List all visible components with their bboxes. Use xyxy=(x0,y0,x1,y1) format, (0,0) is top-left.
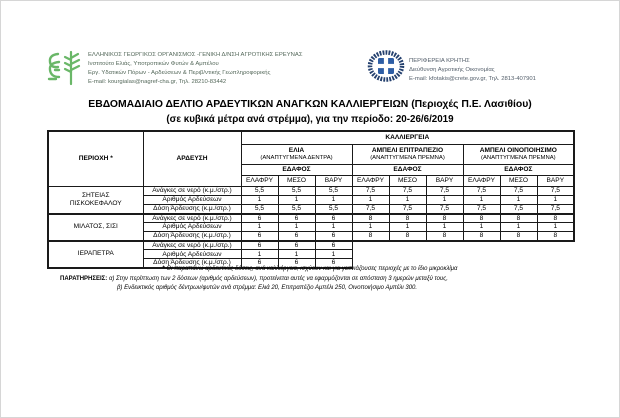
remark-b xyxy=(60,284,616,293)
value-cell: 6 xyxy=(278,232,315,241)
row-label-cell: Ανάγκες σε νερό (κ.μ./στρ.) xyxy=(143,241,241,250)
value-cell: 1 xyxy=(389,196,426,205)
remark-a-text: α) Στην περίπτωση των 2 δόσεων (αριθμός αρδεύσεων), προτείνεται αυτές να εφαρμόζονται σε απόσταση 3 ημερών μεταξύ τους, xyxy=(108,276,448,282)
value-cell: 6 xyxy=(241,232,278,241)
value-cell: 6 xyxy=(278,259,315,268)
remarks-label: ΠΑΡΑΤΗΡΗΣΕΙΣ: xyxy=(60,276,108,282)
value-cell: 8 xyxy=(426,214,463,223)
value-cell: 6 xyxy=(241,241,278,250)
goat-wheat-logo-icon xyxy=(45,48,83,91)
greek-republic-emblem-icon xyxy=(366,46,406,91)
org-line: E-mail: kourgialas@nagref-cha.gr, Τηλ. 28210-83442 xyxy=(88,78,227,85)
header-edafos: ΕΔΑΦΟΣ xyxy=(352,165,463,176)
empty-cell xyxy=(389,241,426,250)
value-cell: 7,5 xyxy=(389,205,426,214)
remarks-block xyxy=(60,275,616,294)
header-soil: ΜΕΣΟ xyxy=(389,176,426,187)
page-subtitle: (σε κυβικά μέτρα ανά στρέμμα), για την περίοδο: 20-26/6/2019 xyxy=(166,114,454,125)
header-soil: ΕΛΑΦΡΥ xyxy=(241,176,278,187)
value-cell: 1 xyxy=(426,223,463,232)
remark-b-text: β) Ενδεικτικός αριθμός δέντρων/φυτών ανά στρέμμα: Ελιά 20, Επιτραπέζιο Αμπέλι 250, Οινοποιήσιμο Αμπέλι 300. xyxy=(117,285,418,292)
value-cell: 8 xyxy=(426,232,463,241)
org-line: Εργ. Υδατικών Πόρων - Αρδεύσεων & Περιβ/ντικής Γεωπληροφορικής xyxy=(88,69,271,76)
value-cell: 1 xyxy=(389,223,426,232)
table-row xyxy=(48,214,574,223)
region-line: Διεύθυνση Αγροτικής Οικονομίας xyxy=(409,67,495,74)
header-perioxi: ΠΕΡΙΟΧΗ * xyxy=(48,131,143,187)
value-cell: 6 xyxy=(278,214,315,223)
value-cell: 1 xyxy=(537,196,574,205)
value-cell: 5,5 xyxy=(315,205,352,214)
row-label-cell: Αριθμός Αρδεύσεων xyxy=(143,223,241,232)
value-cell: 8 xyxy=(352,214,389,223)
value-cell: 8 xyxy=(537,232,574,241)
value-cell: 1 xyxy=(241,196,278,205)
value-cell: 1 xyxy=(352,196,389,205)
value-cell: 5,5 xyxy=(278,205,315,214)
value-cell: 1 xyxy=(500,223,537,232)
value-cell: 1 xyxy=(352,223,389,232)
header-soil: ΕΛΑΦΡΥ xyxy=(352,176,389,187)
value-cell: 1 xyxy=(315,250,352,259)
value-cell: 7,5 xyxy=(389,187,426,196)
page-title: ΕΒΔΟΜΑΔΙΑΙΟ ΔΕΛΤΙΟ ΑΡΔΕΥΤΙΚΩΝ ΑΝΑΓΚΩΝ ΚΑΛΛΙΕΡΓΕΙΩΝ (Περιοχές Π.Ε. Λασιθίου) xyxy=(88,99,532,110)
header-soil: ΒΑΡΥ xyxy=(315,176,352,187)
value-cell: 1 xyxy=(241,223,278,232)
asterisk: * xyxy=(162,266,165,272)
row-label-cell: Δόση Άρδευσης (κ.μ./στρ.) xyxy=(143,205,241,214)
value-cell: 7,5 xyxy=(500,187,537,196)
table-row xyxy=(48,241,574,250)
region-line: E-mail: kfotakis@crete.gov.gr, Τηλ. 2813-407901 xyxy=(409,76,536,83)
row-label-cell: Δόση Άρδευσης (κ.μ./στρ.) xyxy=(143,232,241,241)
value-cell: 7,5 xyxy=(463,187,500,196)
empty-cell xyxy=(463,241,500,250)
empty-cell xyxy=(352,250,389,259)
value-cell: 8 xyxy=(500,214,537,223)
value-cell: 7,5 xyxy=(426,187,463,196)
value-cell: 1 xyxy=(315,196,352,205)
region-cell: ΙΕΡΑΠΕΤΡΑ xyxy=(48,241,143,268)
value-cell: 1 xyxy=(278,196,315,205)
value-cell: 7,5 xyxy=(463,205,500,214)
header-edafos: ΕΔΑΦΟΣ xyxy=(463,165,574,176)
org-address-block xyxy=(88,51,302,86)
value-cell: 5,5 xyxy=(241,187,278,196)
value-cell: 1 xyxy=(537,223,574,232)
value-cell: 8 xyxy=(352,232,389,241)
value-cell: 7,5 xyxy=(537,187,574,196)
microclimate-note-text: Οι παραπάνω αρδευτικές δόσεις, ανά καλλιέργεια, ισχύουν και για γειτνιάζουσες περιοχές με το ίδιο μικροκλίμα xyxy=(166,266,458,272)
header-soil: ΒΑΡΥ xyxy=(537,176,574,187)
value-cell: 8 xyxy=(463,214,500,223)
value-cell: 6 xyxy=(315,214,352,223)
empty-cell xyxy=(426,250,463,259)
header-ardefsi: ΑΡΔΕΥΣΗ xyxy=(143,131,241,187)
microclimate-note xyxy=(0,266,620,272)
value-cell: 1 xyxy=(463,223,500,232)
value-cell: 5,5 xyxy=(241,205,278,214)
header-crop: ΑΜΠΕΛΙ ΟΙΝΟΠΟΙΗΣΙΜΟ (ΑΝΑΠΤΥΓΜΕΝΑ ΠΡΕΜΝΑ) xyxy=(463,145,574,165)
value-cell: 6 xyxy=(278,241,315,250)
value-cell: 8 xyxy=(537,214,574,223)
region-cell: ΣΗΤΕΙΑΣ ΠΙΣΚΟΚΕΦΑΛΟΥ xyxy=(48,187,143,214)
value-cell: 6 xyxy=(241,259,278,268)
row-label-cell: Αριθμός Αρδεύσεων xyxy=(143,250,241,259)
value-cell: 7,5 xyxy=(352,187,389,196)
value-cell: 1 xyxy=(463,196,500,205)
value-cell: 8 xyxy=(463,232,500,241)
empty-cell xyxy=(500,241,537,250)
value-cell: 1 xyxy=(426,196,463,205)
region-cell: ΜΙΛΑΤΟΣ, ΣΙΣΙ xyxy=(48,214,143,241)
row-label-cell: Αριθμός Αρδεύσεων xyxy=(143,196,241,205)
org-line: Ινστιτούτο Ελιάς, Υποτροπικών Φυτών & Αμπέλου xyxy=(88,60,219,67)
value-cell: 8 xyxy=(500,232,537,241)
value-cell: 7,5 xyxy=(426,205,463,214)
empty-cell xyxy=(500,250,537,259)
header-crop: ΕΛΙΑ (ΑΝΑΠΤΥΓΜΕΝΑ ΔΕΝΤΡΑ) xyxy=(241,145,352,165)
header-soil: ΜΕΣΟ xyxy=(500,176,537,187)
empty-cell xyxy=(537,250,574,259)
value-cell: 6 xyxy=(315,232,352,241)
header-soil: ΒΑΡΥ xyxy=(426,176,463,187)
row-label-cell: Ανάγκες σε νερό (κ.μ./στρ.) xyxy=(143,214,241,223)
header-edafos: ΕΔΑΦΟΣ xyxy=(241,165,352,176)
value-cell: 1 xyxy=(241,250,278,259)
value-cell: 5,5 xyxy=(278,187,315,196)
value-cell: 7,5 xyxy=(352,205,389,214)
value-cell: 1 xyxy=(278,250,315,259)
header-kalliergeia: ΚΑΛΛΙΕΡΓΕΙΑ xyxy=(241,131,574,145)
header-soil: ΕΛΑΦΡΥ xyxy=(463,176,500,187)
value-cell: 1 xyxy=(315,223,352,232)
value-cell: 7,5 xyxy=(500,205,537,214)
value-cell: 6 xyxy=(315,241,352,250)
region-address-block xyxy=(409,57,536,84)
remark-a xyxy=(60,275,616,284)
value-cell: 6 xyxy=(241,214,278,223)
row-label-cell: Ανάγκες σε νερό (κ.μ./στρ.) xyxy=(143,187,241,196)
header-soil: ΜΕΣΟ xyxy=(278,176,315,187)
value-cell: 1 xyxy=(278,223,315,232)
value-cell: 1 xyxy=(500,196,537,205)
empty-cell xyxy=(463,250,500,259)
empty-cell xyxy=(352,241,389,250)
value-cell: 5,5 xyxy=(315,187,352,196)
org-line: ΕΛΛΗΝΙΚΟΣ ΓΕΩΡΓΙΚΟΣ ΟΡΓΑΝΙΣΜΟΣ -ΓΕΝΙΚΗ Δ/ΝΣΗ ΑΓΡΟΤΙΚΗΣ ΕΡΕΥΝΑΣ xyxy=(88,52,303,58)
header-crop: ΑΜΠΕΛΙ ΕΠΙΤΡΑΠΕΖΙΟ (ΑΝΑΠΤΥΓΜΕΝΑ ΠΡΕΜΝΑ) xyxy=(352,145,463,165)
value-cell: 8 xyxy=(389,232,426,241)
irrigation-table xyxy=(47,130,575,269)
value-cell: 6 xyxy=(315,259,352,268)
value-cell: 7,5 xyxy=(537,205,574,214)
region-line: ΠΕΡΙΦΕΡΕΙΑ ΚΡΗΤΗΣ xyxy=(409,58,470,64)
value-cell: 8 xyxy=(389,214,426,223)
table-row xyxy=(48,187,574,196)
empty-cell xyxy=(426,241,463,250)
empty-cell xyxy=(537,241,574,250)
empty-cell xyxy=(389,250,426,259)
row-label-cell: Δόση Άρδευσης (κ.μ./στρ.) xyxy=(143,259,241,268)
